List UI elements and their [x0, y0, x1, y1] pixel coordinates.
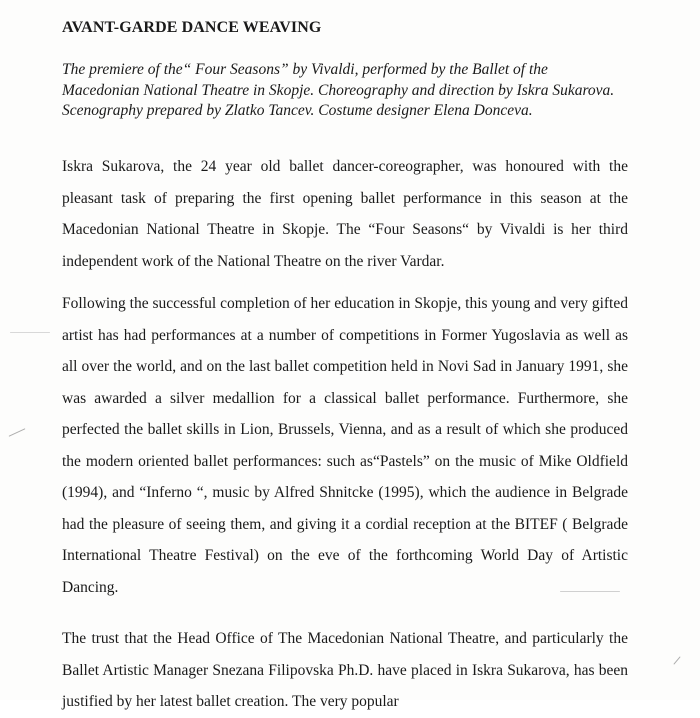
scan-artifact [10, 332, 50, 333]
paragraph-1: Iskra Sukarova, the 24 year old ballet dancer-coreographer, was honoured with the pleasant task of preparing the first opening ballet performance in this season at the Macedonian National Theatre in Skopje. The “Four Seasons“ by Vivaldi is her third independent work of the National Theatre on the river Vardar. [62, 158, 628, 270]
scan-artifact [673, 656, 680, 664]
paragraph-3: The trust that the Head Office of The Macedonian National Theatre, and particularly the Ballet Artistic Manager Snezana Filipovska Ph.D. have placed in Iskra Sukarova, has been justified by her latest ballet creation. The very popular [62, 630, 628, 710]
scan-artifact [560, 591, 620, 592]
scan-artifact [9, 428, 26, 437]
article-subtitle: The premiere of the“ Four Seasons” by Vivaldi, performed by the Ballet of the Macedonian National Theatre in Skopje. Choreography and direction by Iskra Sukarova. Scenography prepared by Zlatko Tancev. Costume designer Elena Donceva. [62, 61, 615, 119]
article-title: AVANT-GARDE DANCE WEAVING [62, 19, 322, 36]
paragraph-2: Following the successful completion of her education in Skopje, this young and very gifted artist has had performances at a number of competitions in Former Yugoslavia as well as all over the world, and on the last ballet competition held in Novi Sad in January 1991, she was awarded a silver medallion for a classical ballet performance. Furthermore, she perfected the ballet skills in Lion, Brussels, Vienna, and as a result of which she produced the modern oriented ballet performances: such as“Pastels” on the music of Mike Oldfield (1994), and “Inferno “, music by Alfred Shnitcke (1995), which the audience in Belgrade had the pleasure of seeing them, and giving it a cordial reception at the BITEF ( Belgrade International Theatre Festival) on the eve of the forthcoming World Day of Artistic Dancing. [62, 295, 628, 596]
